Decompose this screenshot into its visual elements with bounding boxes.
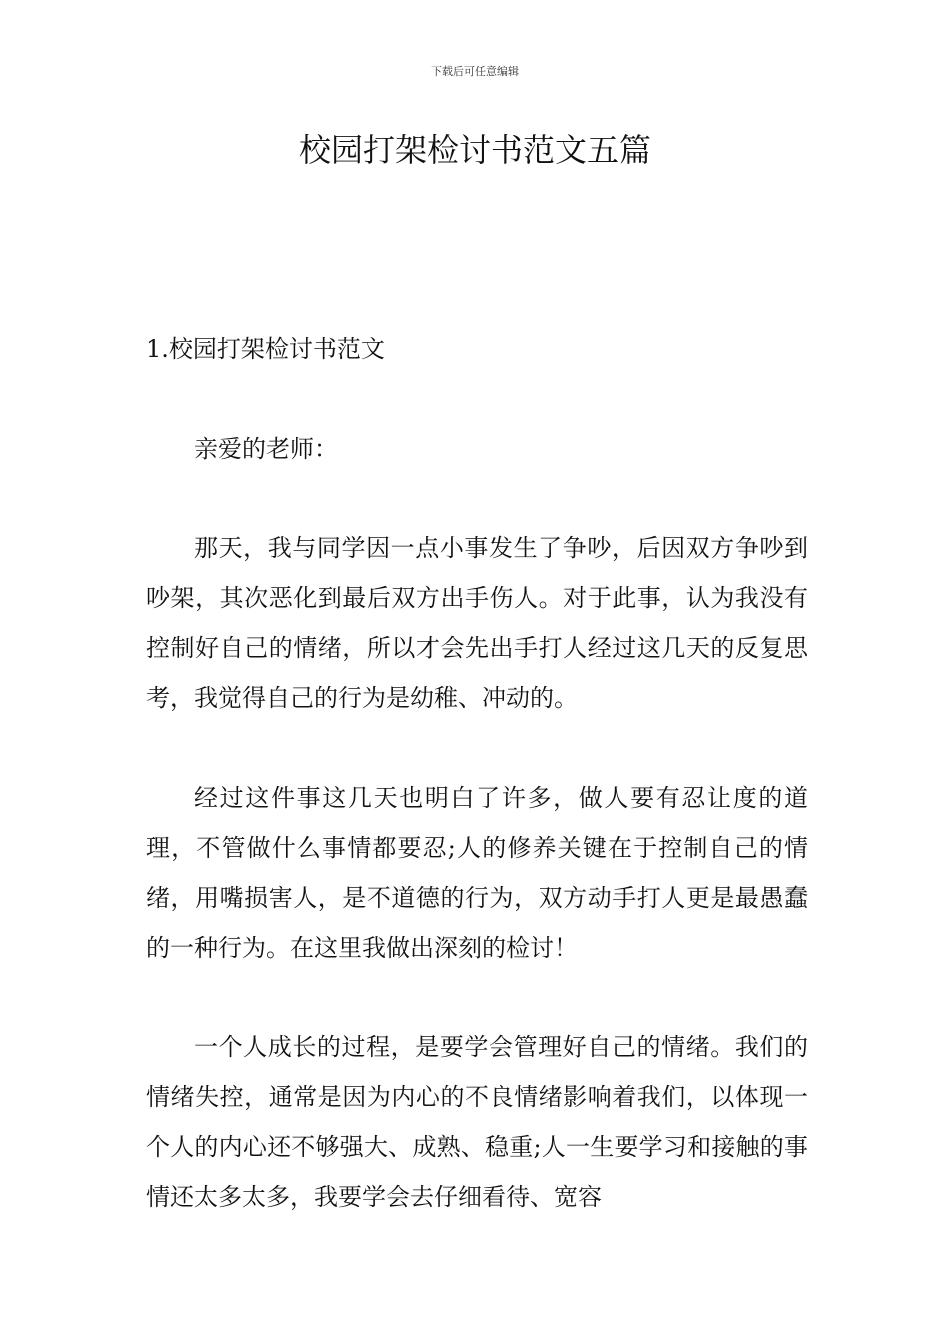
salutation: 亲爱的老师：: [194, 435, 338, 463]
page-header: 下载后可任意编辑: [431, 65, 519, 78]
body-paragraph: 那天，我与同学因一点小事发生了争吵，后因双方争吵到吵架，其次恶化到最后双方出手伤人。对于此事，认为我没有控制好自己的情绪，所以才会先出手打人经过这几天的反复思考，我觉得自己的行为是幼稚、冲动的。: [146, 534, 808, 712]
section-heading: 1.校园打架检讨书范文: [146, 335, 385, 363]
body-paragraph: 经过这件事这几天也明白了许多，做人要有忍让度的道理，不管做什么事情都要忍;人的修养关键在于控制自己的情绪，用嘴损害人，是不道德的行为，双方动手打人更是最愚蠢的一种行为。在这里我做出深刻的检讨！: [146, 784, 808, 962]
document-title: 校园打架检讨书范文五篇: [298, 131, 651, 169]
body-paragraph: 一个人成长的过程，是要学会管理好自己的情绪。我们的情绪失控，通常是因为内心的不良情绪影响着我们，以体现一个人的内心还不够强大、成熟、稳重;人一生要学习和接触的事情还太多太多，我要学会去仔细看待、宽容: [146, 1033, 808, 1211]
